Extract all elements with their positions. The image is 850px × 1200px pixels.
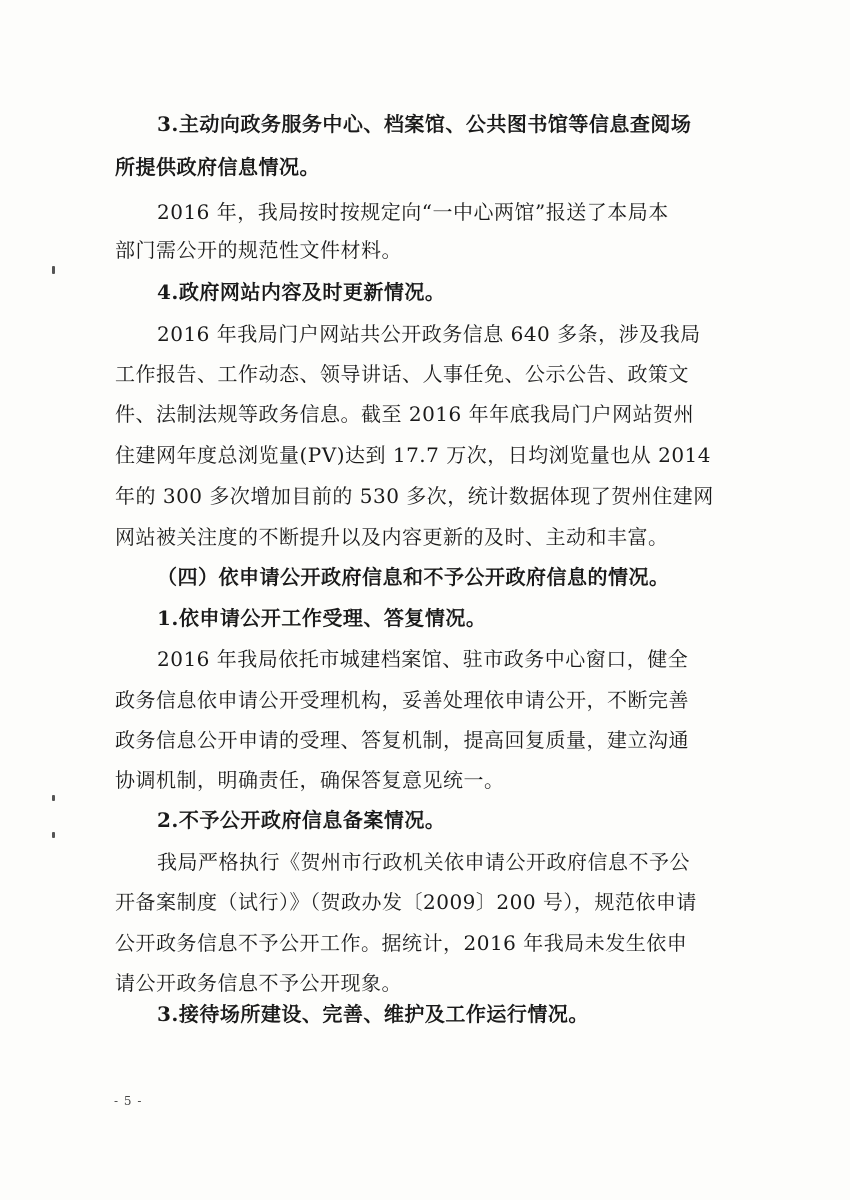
- heading-line: 2.不予公开政府信息备案情况。: [157, 808, 446, 832]
- body-line: 住建网年度总浏览量(PV)达到 17.7 万次，日均浏览量也从 2014: [115, 443, 712, 467]
- scan-speck: [52, 832, 55, 838]
- body-line: 我局严格执行《贺州市行政机关依申请公开政府信息不予公: [157, 850, 690, 874]
- scan-speck: [52, 795, 55, 801]
- body-line: 年的 300 多次增加目前的 530 多次，统计数据体现了贺州住建网: [115, 484, 714, 508]
- body-line: 件、法制法规等政务信息。截至 2016 年年底我局门户网站贺州: [115, 402, 695, 426]
- heading-line: 4.政府网站内容及时更新情况。: [157, 280, 446, 304]
- body-line: 2016 年我局依托市城建档案馆、驻市政务中心窗口，健全: [157, 647, 689, 671]
- scan-speck: [52, 266, 55, 274]
- body-line: 部门需公开的规范性文件材料。: [115, 238, 402, 262]
- heading-line: 所提供政府信息情况。: [115, 155, 320, 179]
- section-heading: （四）依申请公开政府信息和不予公开政府信息的情况。: [157, 565, 670, 589]
- heading-line: 1.依申请公开工作受理、答复情况。: [157, 606, 487, 630]
- body-line: 开备案制度（试行）》（贺政办发〔2009〕200 号），规范依申请: [115, 890, 697, 914]
- page-number: - 5 -: [114, 1094, 143, 1108]
- body-line: 2016 年我局门户网站共公开政务信息 640 多条，涉及我局: [157, 322, 701, 346]
- heading-line: 3.接待场所建设、完善、维护及工作运行情况。: [157, 1002, 589, 1026]
- body-line: 协调机制，明确责任，确保答复意见统一。: [115, 768, 505, 792]
- body-line: 请公开政务信息不予公开现象。: [115, 971, 402, 995]
- body-line: 工作报告、工作动态、领导讲话、人事任免、公示公告、政策文: [115, 362, 689, 386]
- body-line: 公开政务信息不予公开工作。据统计，2016 年我局未发生依申: [115, 931, 688, 955]
- body-line: 网站被关注度的不断提升以及内容更新的及时、主动和丰富。: [115, 525, 669, 549]
- body-line: 政务信息公开申请的受理、答复机制，提高回复质量，建立沟通: [115, 728, 689, 752]
- body-line: 政务信息依申请公开受理机构，妥善处理依申请公开，不断完善: [115, 688, 689, 712]
- body-line: 2016 年，我局按时按规定向“一中心两馆”报送了本局本: [157, 200, 669, 224]
- heading-line: 3.主动向政务服务中心、档案馆、公共图书馆等信息查阅场: [157, 112, 692, 136]
